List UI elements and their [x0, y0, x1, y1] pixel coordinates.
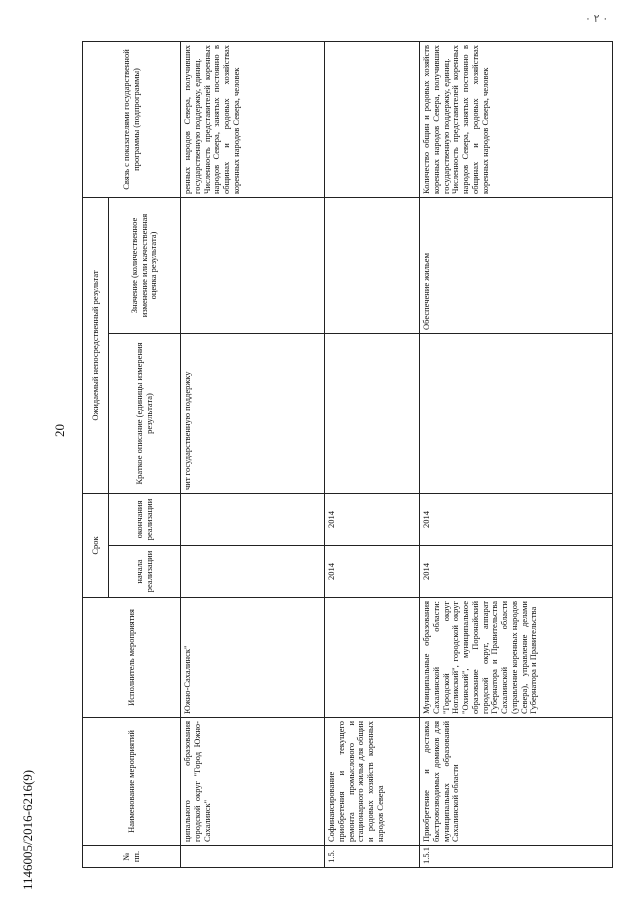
row-link: ренных народов Севера, получивших государственную поддержку, единиц. Численность представителей коренных народов Севера, занятых постоянно в общинах и родовых хозяйствах коренных народов Севера, человек [181, 42, 325, 198]
row-end: 2014 [325, 494, 420, 546]
document-number: 1146005/2016-6216(9) [20, 769, 35, 890]
row-start [181, 546, 325, 598]
row-name: ципального образования городской округ "Город Южно-Сахалинск" [181, 718, 325, 846]
row-link [325, 42, 420, 198]
table-row [325, 42, 420, 868]
row-num: 1.5.1 [420, 846, 613, 868]
header-link: Связь с показателями государственной программы (подпрограммы) [83, 42, 181, 198]
header-end: окончания реализации [109, 494, 181, 546]
row-brief: чит государственную поддержку [181, 334, 325, 494]
header-term: Срок [83, 494, 109, 598]
row-executor [325, 598, 420, 718]
corner-marks: ٠ ٢ ٠ [585, 13, 609, 25]
header-num: № пп. [83, 846, 181, 868]
row-value [181, 198, 325, 334]
page-number: 20 [52, 424, 67, 437]
row-executor: Южно-Сахалинск" [181, 598, 325, 718]
row-end [181, 494, 325, 546]
header-expected: Ожидаемый непосредственный результат [83, 198, 109, 494]
header-executor: Исполнитель мероприятия [83, 598, 181, 718]
header-name: Наименование мероприятий [83, 718, 181, 846]
table-row [181, 42, 325, 868]
row-value: Обеспечение жильем [420, 198, 613, 334]
row-brief [325, 334, 420, 494]
table-row [420, 42, 613, 868]
header-value: Значение (количественное изменение или качественная оценка результата) [109, 198, 181, 334]
header-brief: Краткое описание (единицы измерения результата) [109, 334, 181, 494]
row-end: 2014 [420, 494, 613, 546]
row-link: Количество общин и родовых хозяйств коренных народов Севера, получивших государственную поддержку, единиц. Численность представителей коренных народов Севера, занятых постоянно в общинах и родовых хозяйствах коренных народов Севера, человек [420, 42, 613, 198]
header-start: начала реализации [109, 546, 181, 598]
row-value [325, 198, 420, 334]
row-executor: Муниципальные образования Сахалинской области: "Городской округ Ногликский", городской округ "Охинский", муниципальное образование Поронайский городской округ, аппарат Губернатора и Правительства Сахалинской области (управление коренных народов Севера), управление делами Губернатора и Правительства [420, 598, 613, 718]
row-num: 1.5. [325, 846, 420, 868]
row-brief [420, 334, 613, 494]
row-start: 2014 [420, 546, 613, 598]
rotated-sheet [82, 0, 640, 868]
row-name: Софинансирование приобретения и текущего ремонта промыслового и стационарного жилья для общин и родовых хозяйств коренных народов Севера [325, 718, 420, 846]
measures-table [82, 41, 613, 868]
row-name: Приобретение и доставка быстровозводимых домиков для муниципальных образований Сахалинской области [420, 718, 613, 846]
row-num [181, 846, 325, 868]
row-start: 2014 [325, 546, 420, 598]
